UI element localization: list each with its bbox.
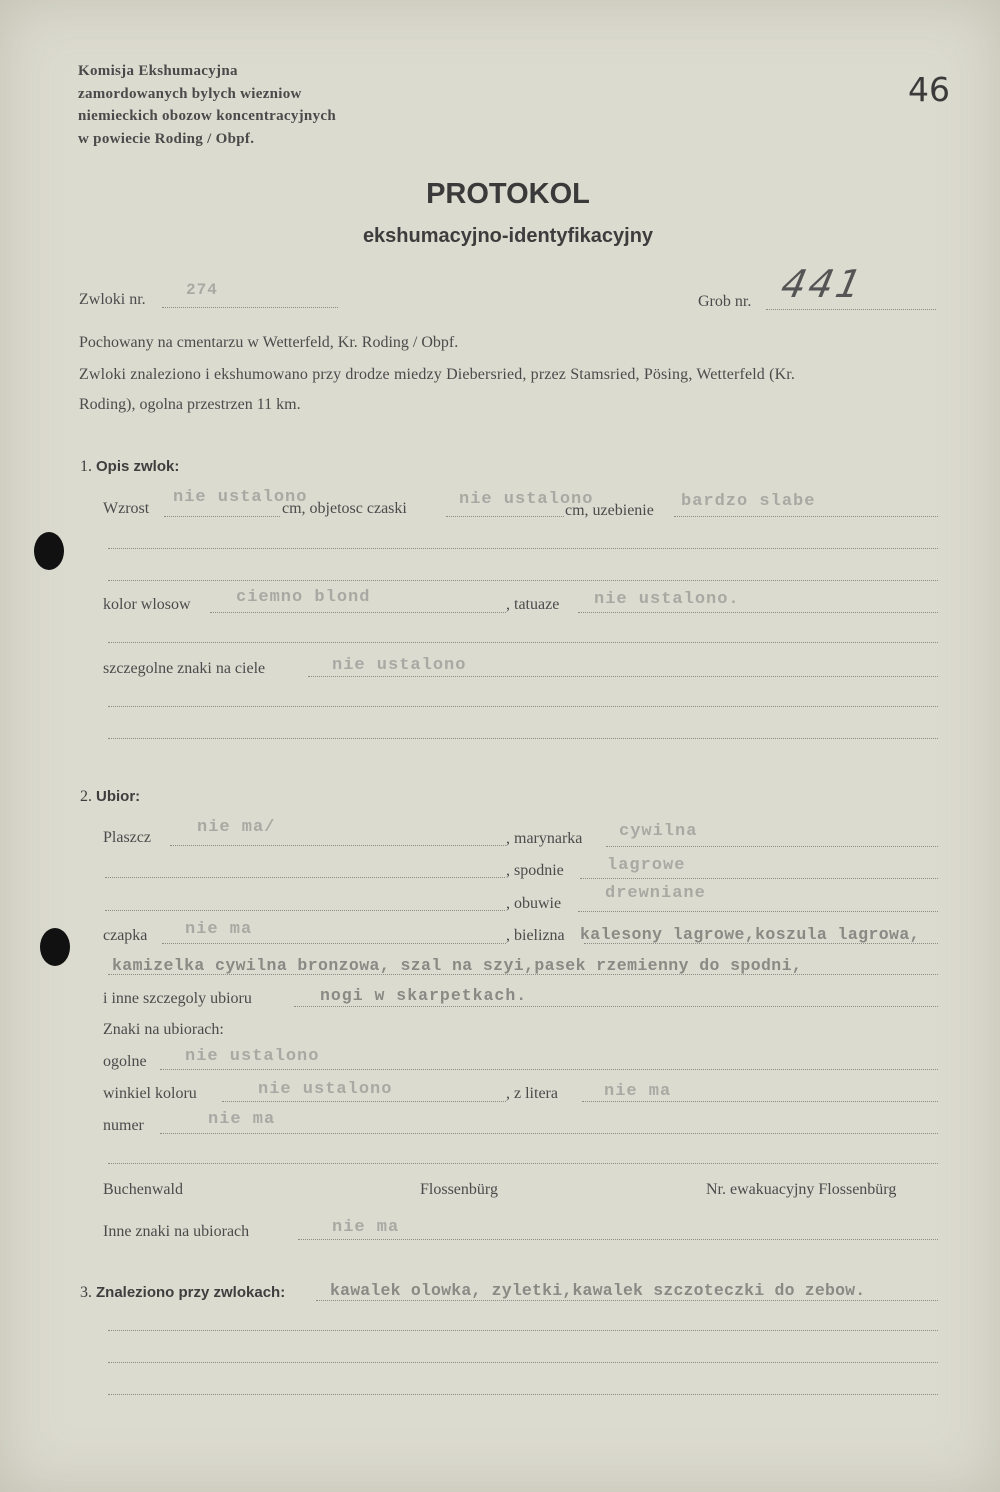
winkiel-line	[222, 1101, 506, 1102]
section-1-title: Opis zwlok:	[96, 458, 180, 475]
bielizna-value-2: kamizelka cywilna bronzowa, szal na szyi,pasek rzemienny do spodni,	[112, 956, 803, 975]
numer-label: numer	[103, 1117, 144, 1134]
znaki-value: nie ustalono	[332, 656, 467, 675]
blank-line	[108, 580, 938, 581]
section-3-number: 3.	[80, 1284, 92, 1301]
zwloki-line	[162, 307, 338, 308]
inne-znaki-value: nie ma	[332, 1218, 400, 1237]
document-subtitle: ekshumacyjno-identyfikacyjny	[362, 225, 654, 247]
obuwie-label: , obuwie	[506, 895, 562, 912]
inne-znaki-line	[298, 1239, 938, 1240]
zwloki-value: 274	[186, 281, 218, 299]
tatuaze-line	[578, 612, 938, 613]
numer-value: nie ma	[208, 1110, 276, 1129]
blank-line	[108, 1163, 938, 1164]
ogolne-value: nie ustalono	[185, 1047, 320, 1066]
inne-znaki-label: Inne znaki na ubiorach	[103, 1223, 250, 1240]
inne-line	[294, 1006, 938, 1007]
obuwie-value: drewniane	[605, 884, 706, 903]
org-line: zamordowanych bylych wiezniow	[78, 85, 302, 102]
plaszcz-label: Plaszcz	[103, 829, 151, 846]
section-1-number: 1.	[80, 458, 92, 475]
litera-label: , z litera	[506, 1085, 558, 1102]
kolor-line	[210, 612, 506, 613]
spodnie-value: lagrowe	[607, 856, 686, 875]
marynarka-label: , marynarka	[506, 830, 583, 847]
section-3-value: kawalek olowka, zyletki,kawalek szczoteczki do zebow.	[330, 1281, 866, 1300]
cm-uzebienie-label: cm, uzebienie	[565, 502, 654, 519]
blank-line	[108, 642, 938, 643]
wzrost-line	[164, 516, 280, 517]
flossenburg-label: Flossenbürg	[420, 1181, 498, 1198]
czapka-label: czapka	[103, 927, 148, 944]
blank-line	[108, 548, 938, 549]
kolor-label: kolor wlosow	[103, 596, 191, 613]
numer-line	[160, 1133, 938, 1134]
page-number: 46	[908, 70, 950, 109]
blank-line	[108, 738, 938, 739]
czaszki-line	[446, 516, 564, 517]
blank-line	[108, 1362, 938, 1363]
ewakuacyjny-label: Nr. ewakuacyjny Flossenbürg	[706, 1181, 897, 1198]
marynarka-line	[606, 846, 938, 847]
cm-czaski-label: cm, objetosc czaski	[282, 500, 407, 517]
spodnie-label: , spodnie	[506, 862, 564, 879]
section-3-title: Znaleziono przy zwlokach:	[96, 1284, 286, 1301]
section-2-heading	[80, 788, 140, 806]
znaki-line	[308, 676, 938, 677]
tatuaze-value: nie ustalono.	[594, 590, 740, 609]
kolor-value: ciemno blond	[236, 588, 371, 607]
czapka-line	[162, 943, 506, 944]
litera-line	[582, 1101, 938, 1102]
org-line: niemieckich obozow koncentracyjnych	[78, 108, 336, 124]
org-line: w powiecie Roding / Obpf.	[78, 130, 255, 147]
blank-line	[105, 910, 505, 911]
plaszcz-value: nie ma/	[197, 818, 276, 837]
document-title: PROTOKOL	[426, 178, 590, 210]
grob-line	[766, 309, 936, 310]
marynarka-value: cywilna	[619, 822, 698, 841]
blank-line	[105, 877, 505, 878]
blank-line	[108, 706, 938, 707]
tatuaze-label: , tatuaze	[506, 596, 560, 613]
czapka-value: nie ma	[185, 920, 253, 939]
ogolne-line	[160, 1069, 938, 1070]
intro-line-2: Zwloki znaleziono i ekshumowano przy drodze miedzy Diebersried, przez Stamsried, Pösing, Wetterfeld (Kr.	[79, 366, 796, 383]
winkiel-label: winkiel koloru	[103, 1085, 197, 1102]
ogolne-label: ogolne	[103, 1053, 147, 1070]
punch-hole	[34, 532, 64, 570]
uzebienie-value: bardzo slabe	[681, 492, 816, 511]
obuwie-line	[578, 911, 938, 912]
inne-value: nogi w skarpetkach.	[320, 986, 528, 1005]
org-line: Komisja Ekshumacyjna	[78, 63, 238, 79]
czaszki-value: nie ustalono	[459, 490, 594, 509]
bielizna-value: kalesony lagrowe,koszula lagrowa,	[580, 925, 920, 944]
buchenwald-label: Buchenwald	[103, 1181, 183, 1198]
grob-value-handwritten: 441	[777, 262, 869, 306]
organization-header	[78, 60, 336, 150]
intro-line-1: Pochowany na cmentarzu w Wetterfeld, Kr. Roding / Obpf.	[79, 334, 459, 351]
bielizna-label: , bielizna	[506, 927, 565, 944]
spodnie-line	[580, 878, 938, 879]
znaki-label: szczegolne znaki na ciele	[103, 660, 266, 677]
section-2-title: Ubior:	[96, 788, 141, 805]
section-1-heading	[80, 458, 179, 476]
wzrost-value: nie ustalono	[173, 488, 308, 507]
section-2-number: 2.	[80, 788, 92, 805]
uzebienie-line	[674, 516, 938, 517]
section-3-line	[316, 1300, 938, 1301]
litera-value: nie ma	[604, 1082, 672, 1101]
punch-hole	[40, 928, 70, 966]
inne-label: i inne szczegoly ubioru	[103, 990, 252, 1007]
blank-line	[108, 1330, 938, 1331]
intro-line-3: Roding), ogolna przestrzen 11 km.	[79, 396, 301, 413]
zwloki-label: Zwloki nr.	[79, 291, 146, 308]
wzrost-label: Wzrost	[103, 500, 150, 517]
znaki-na-ubiorach-heading: Znaki na ubiorach:	[103, 1021, 224, 1038]
plaszcz-line	[170, 845, 506, 846]
section-3-heading	[80, 1284, 285, 1302]
blank-line	[108, 1394, 938, 1395]
winkiel-value: nie ustalono	[258, 1080, 393, 1099]
grob-label: Grob nr.	[698, 293, 752, 310]
